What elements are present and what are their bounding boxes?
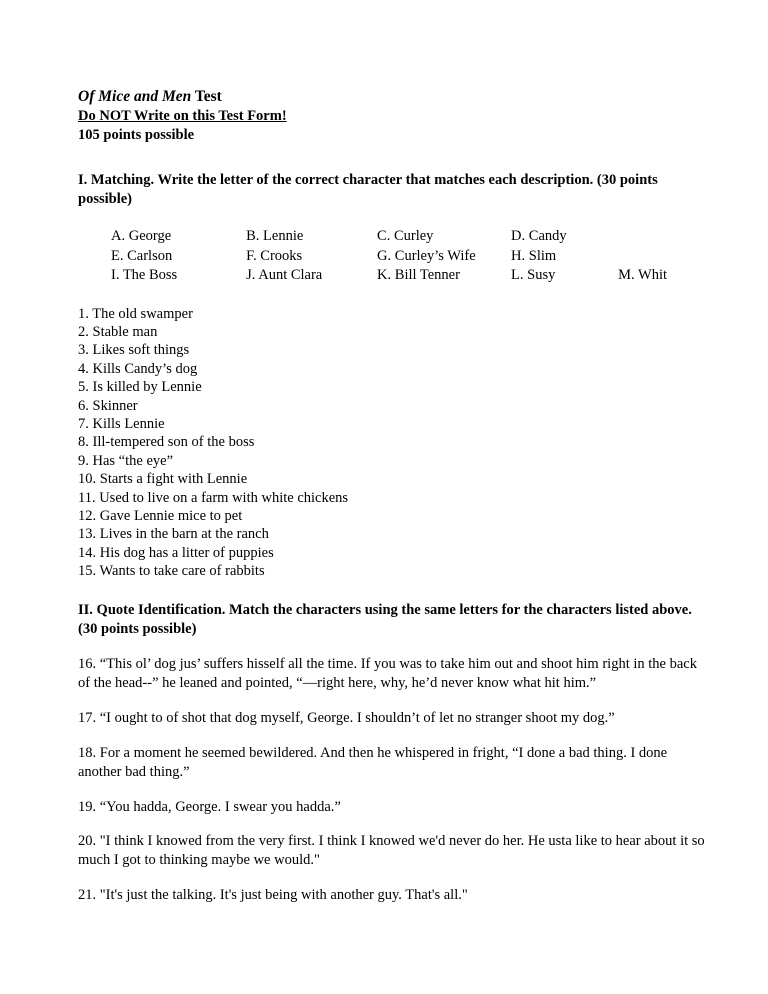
list-item: 10. Starts a fight with Lennie bbox=[78, 471, 248, 488]
character-key-table bbox=[111, 227, 706, 286]
title-italic-part: Of Mice and Men bbox=[78, 88, 192, 105]
spacer bbox=[78, 144, 706, 171]
list-item: 1. The old swamper bbox=[78, 305, 193, 322]
list-item: 5. Is killed by Lennie bbox=[78, 379, 202, 396]
list-item: 3. Likes soft things bbox=[78, 342, 190, 359]
table-row bbox=[111, 227, 706, 247]
table-row bbox=[111, 247, 706, 267]
quote-item: 21. "It's just the talking. It's just being with another guy. That's all." bbox=[78, 887, 468, 904]
document-title bbox=[78, 88, 706, 107]
character-option: M. Whit bbox=[618, 267, 668, 284]
list-item: 15. Wants to take care of rabbits bbox=[78, 563, 265, 580]
list-item: 9. Has “the eye” bbox=[78, 452, 174, 469]
document-subtitle: Do NOT Write on this Test Form! bbox=[78, 107, 287, 124]
character-option: F. Crooks bbox=[246, 247, 303, 264]
list-item: 11. Used to live on a farm with white chickens bbox=[78, 489, 349, 506]
list-item: 8. Ill-tempered son of the boss bbox=[78, 434, 255, 451]
quote-item: 16. “This ol’ dog jus’ suffers hisself all the time. If you was to take him out and shoot him right in the back of the head--” he leaned and pointed, “—right here, why, he’d never know what hit him.” bbox=[78, 656, 697, 692]
character-option: C. Curley bbox=[377, 227, 434, 244]
character-option: K. Bill Tenner bbox=[377, 267, 460, 284]
points-possible: 105 points possible bbox=[78, 126, 195, 143]
character-option: G. Curley’s Wife bbox=[377, 247, 476, 264]
character-option: I. The Boss bbox=[111, 267, 178, 284]
matching-description-list bbox=[78, 305, 706, 581]
character-option: J. Aunt Clara bbox=[246, 267, 323, 284]
character-option: D. Candy bbox=[511, 227, 567, 244]
quote-item: 19. “You hadda, George. I swear you hadda.” bbox=[78, 798, 341, 815]
character-option: A. George bbox=[111, 227, 172, 244]
character-option bbox=[618, 247, 706, 267]
character-option: L. Susy bbox=[511, 267, 556, 284]
list-item: 7. Kills Lennie bbox=[78, 416, 165, 433]
list-item: 12. Gave Lennie mice to pet bbox=[78, 508, 243, 525]
section-two-heading: II. Quote Identification. Match the characters using the same letters for the characters listed above. (30 points possible) bbox=[78, 601, 692, 637]
list-item: 14. His dog has a litter of puppies bbox=[78, 544, 274, 561]
table-row bbox=[111, 266, 706, 286]
quote-item: 18. For a moment he seemed bewildered. And then he whispered in fright, “I done a bad thing. I done another bad thing.” bbox=[78, 744, 668, 780]
quote-item: 17. “I ought to of shot that dog myself, George. I shouldn’t of let no stranger shoot my dog.” bbox=[78, 710, 615, 727]
quote-item: 20. "I think I knowed from the very first. I think I knowed we'd never do her. He usta like to hear about it so much I got to thinking maybe we would." bbox=[78, 833, 705, 869]
list-item: 13. Lives in the barn at the ranch bbox=[78, 526, 269, 543]
document-body bbox=[78, 88, 706, 905]
spacer bbox=[78, 581, 706, 601]
character-option bbox=[618, 227, 706, 247]
character-option: H. Slim bbox=[511, 247, 557, 264]
list-item: 4. Kills Candy’s dog bbox=[78, 360, 198, 377]
character-option: B. Lennie bbox=[246, 227, 304, 244]
title-rest-part: Test bbox=[191, 88, 222, 105]
character-option: E. Carlson bbox=[111, 247, 173, 264]
section-one-heading: I. Matching. Write the letter of the correct character that matches each description. (30 points possible) bbox=[78, 172, 658, 208]
list-item: 2. Stable man bbox=[78, 324, 158, 341]
list-item: 6. Skinner bbox=[78, 397, 138, 414]
